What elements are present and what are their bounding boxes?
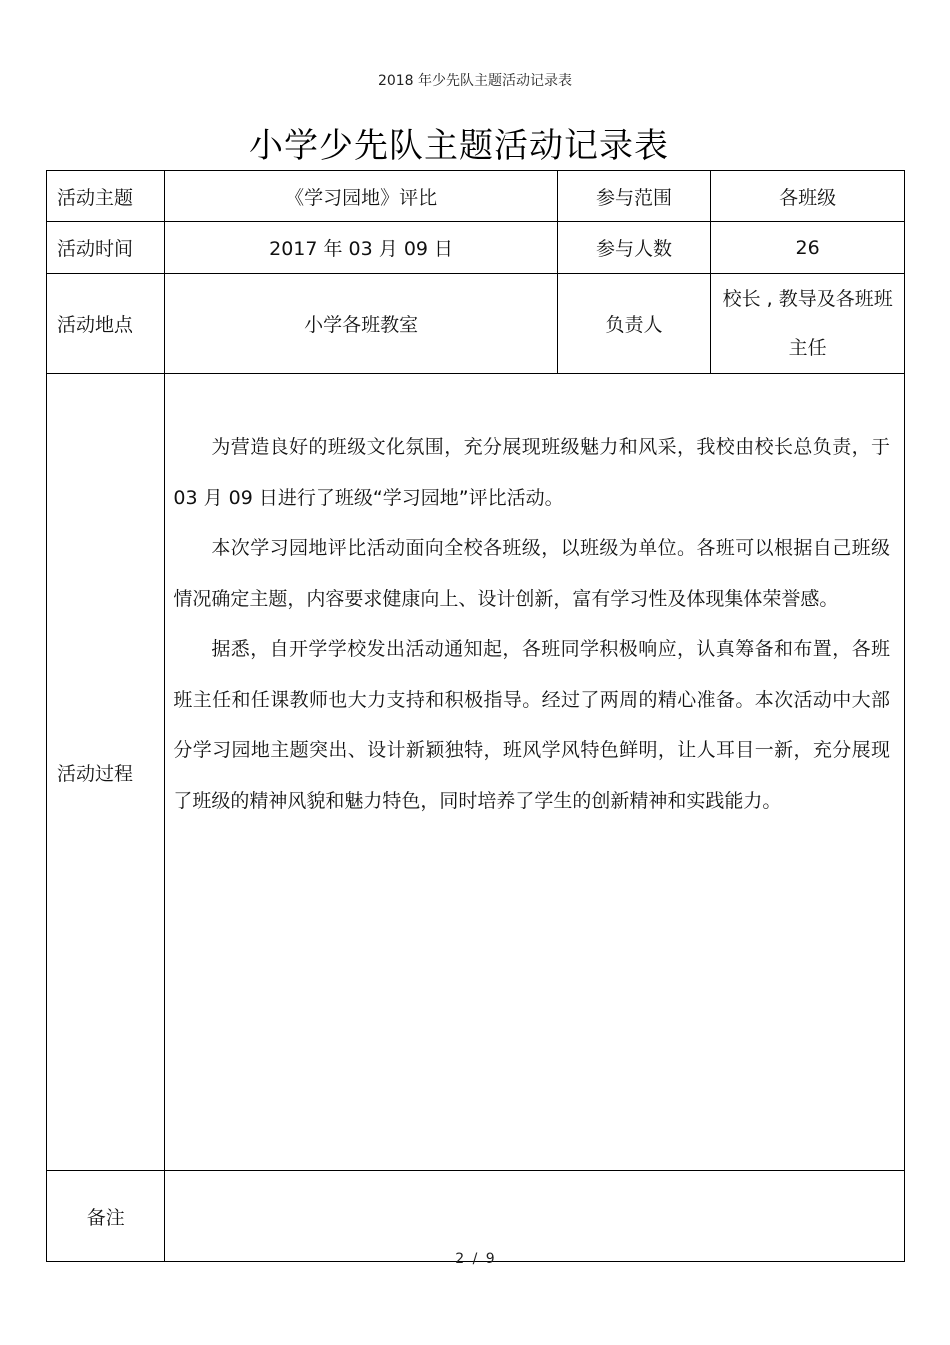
document-title: 小学少先队主题活动记录表	[249, 126, 669, 166]
running-header: 2018 年少先队主题活动记录表	[377, 73, 573, 89]
theme-label: 活动主题	[47, 171, 165, 222]
time-label: 活动时间	[47, 222, 165, 274]
place-label: 活动地点	[47, 274, 165, 374]
table-row-place	[47, 274, 905, 374]
lead-value: 校长 , 教导及各班班主任	[711, 274, 905, 374]
scope-label: 参与范围	[557, 171, 711, 222]
theme-value: 《学习园地》评比	[165, 171, 557, 222]
process-label: 活动过程	[47, 374, 165, 1171]
table-row-remarks	[47, 1171, 905, 1262]
process-paragraph: 为营造良好的班级文化氛围，充分展现班级魅力和风采，我校由校长总负责，于 03 月 09 日进行了班级“学习园地”评比活动。	[173, 436, 890, 509]
process-paragraph: 据悉，自开学学校发出活动通知起，各班同学积极响应，认真筹备和布置，各班班主任和任课教师也大力支持和积极指导。经过了两周的精心准备。本次活动中大部分学习园地主题突出、设计新颖独特，班风学风特色鲜明，让人耳目一新，充分展现了班级的精神风貌和魅力特色，同时培养了学生的创新精神和实践能力。	[173, 638, 890, 812]
table-row-time	[47, 222, 905, 274]
remarks-label: 备注	[47, 1171, 165, 1262]
scope-value: 各班级	[711, 171, 905, 222]
remarks-value	[165, 1171, 905, 1262]
process-paragraph: 本次学习园地评比活动面向全校各班级，以班级为单位。各班可以根据自己班级情况确定主题，内容要求健康向上、设计创新，富有学习性及体现集体荣誉感。	[173, 537, 890, 610]
lead-label: 负责人	[557, 274, 711, 374]
page-indicator: 2 / 9	[455, 1251, 495, 1267]
table-row-theme	[47, 171, 905, 222]
place-value: 小学各班教室	[165, 274, 557, 374]
count-label: 参与人数	[557, 222, 711, 274]
activity-record-table	[46, 170, 905, 1262]
time-value: 2017 年 03 月 09 日	[165, 222, 557, 274]
table-row-process	[47, 374, 905, 1171]
count-value: 26	[711, 222, 905, 274]
process-content	[165, 374, 905, 1171]
